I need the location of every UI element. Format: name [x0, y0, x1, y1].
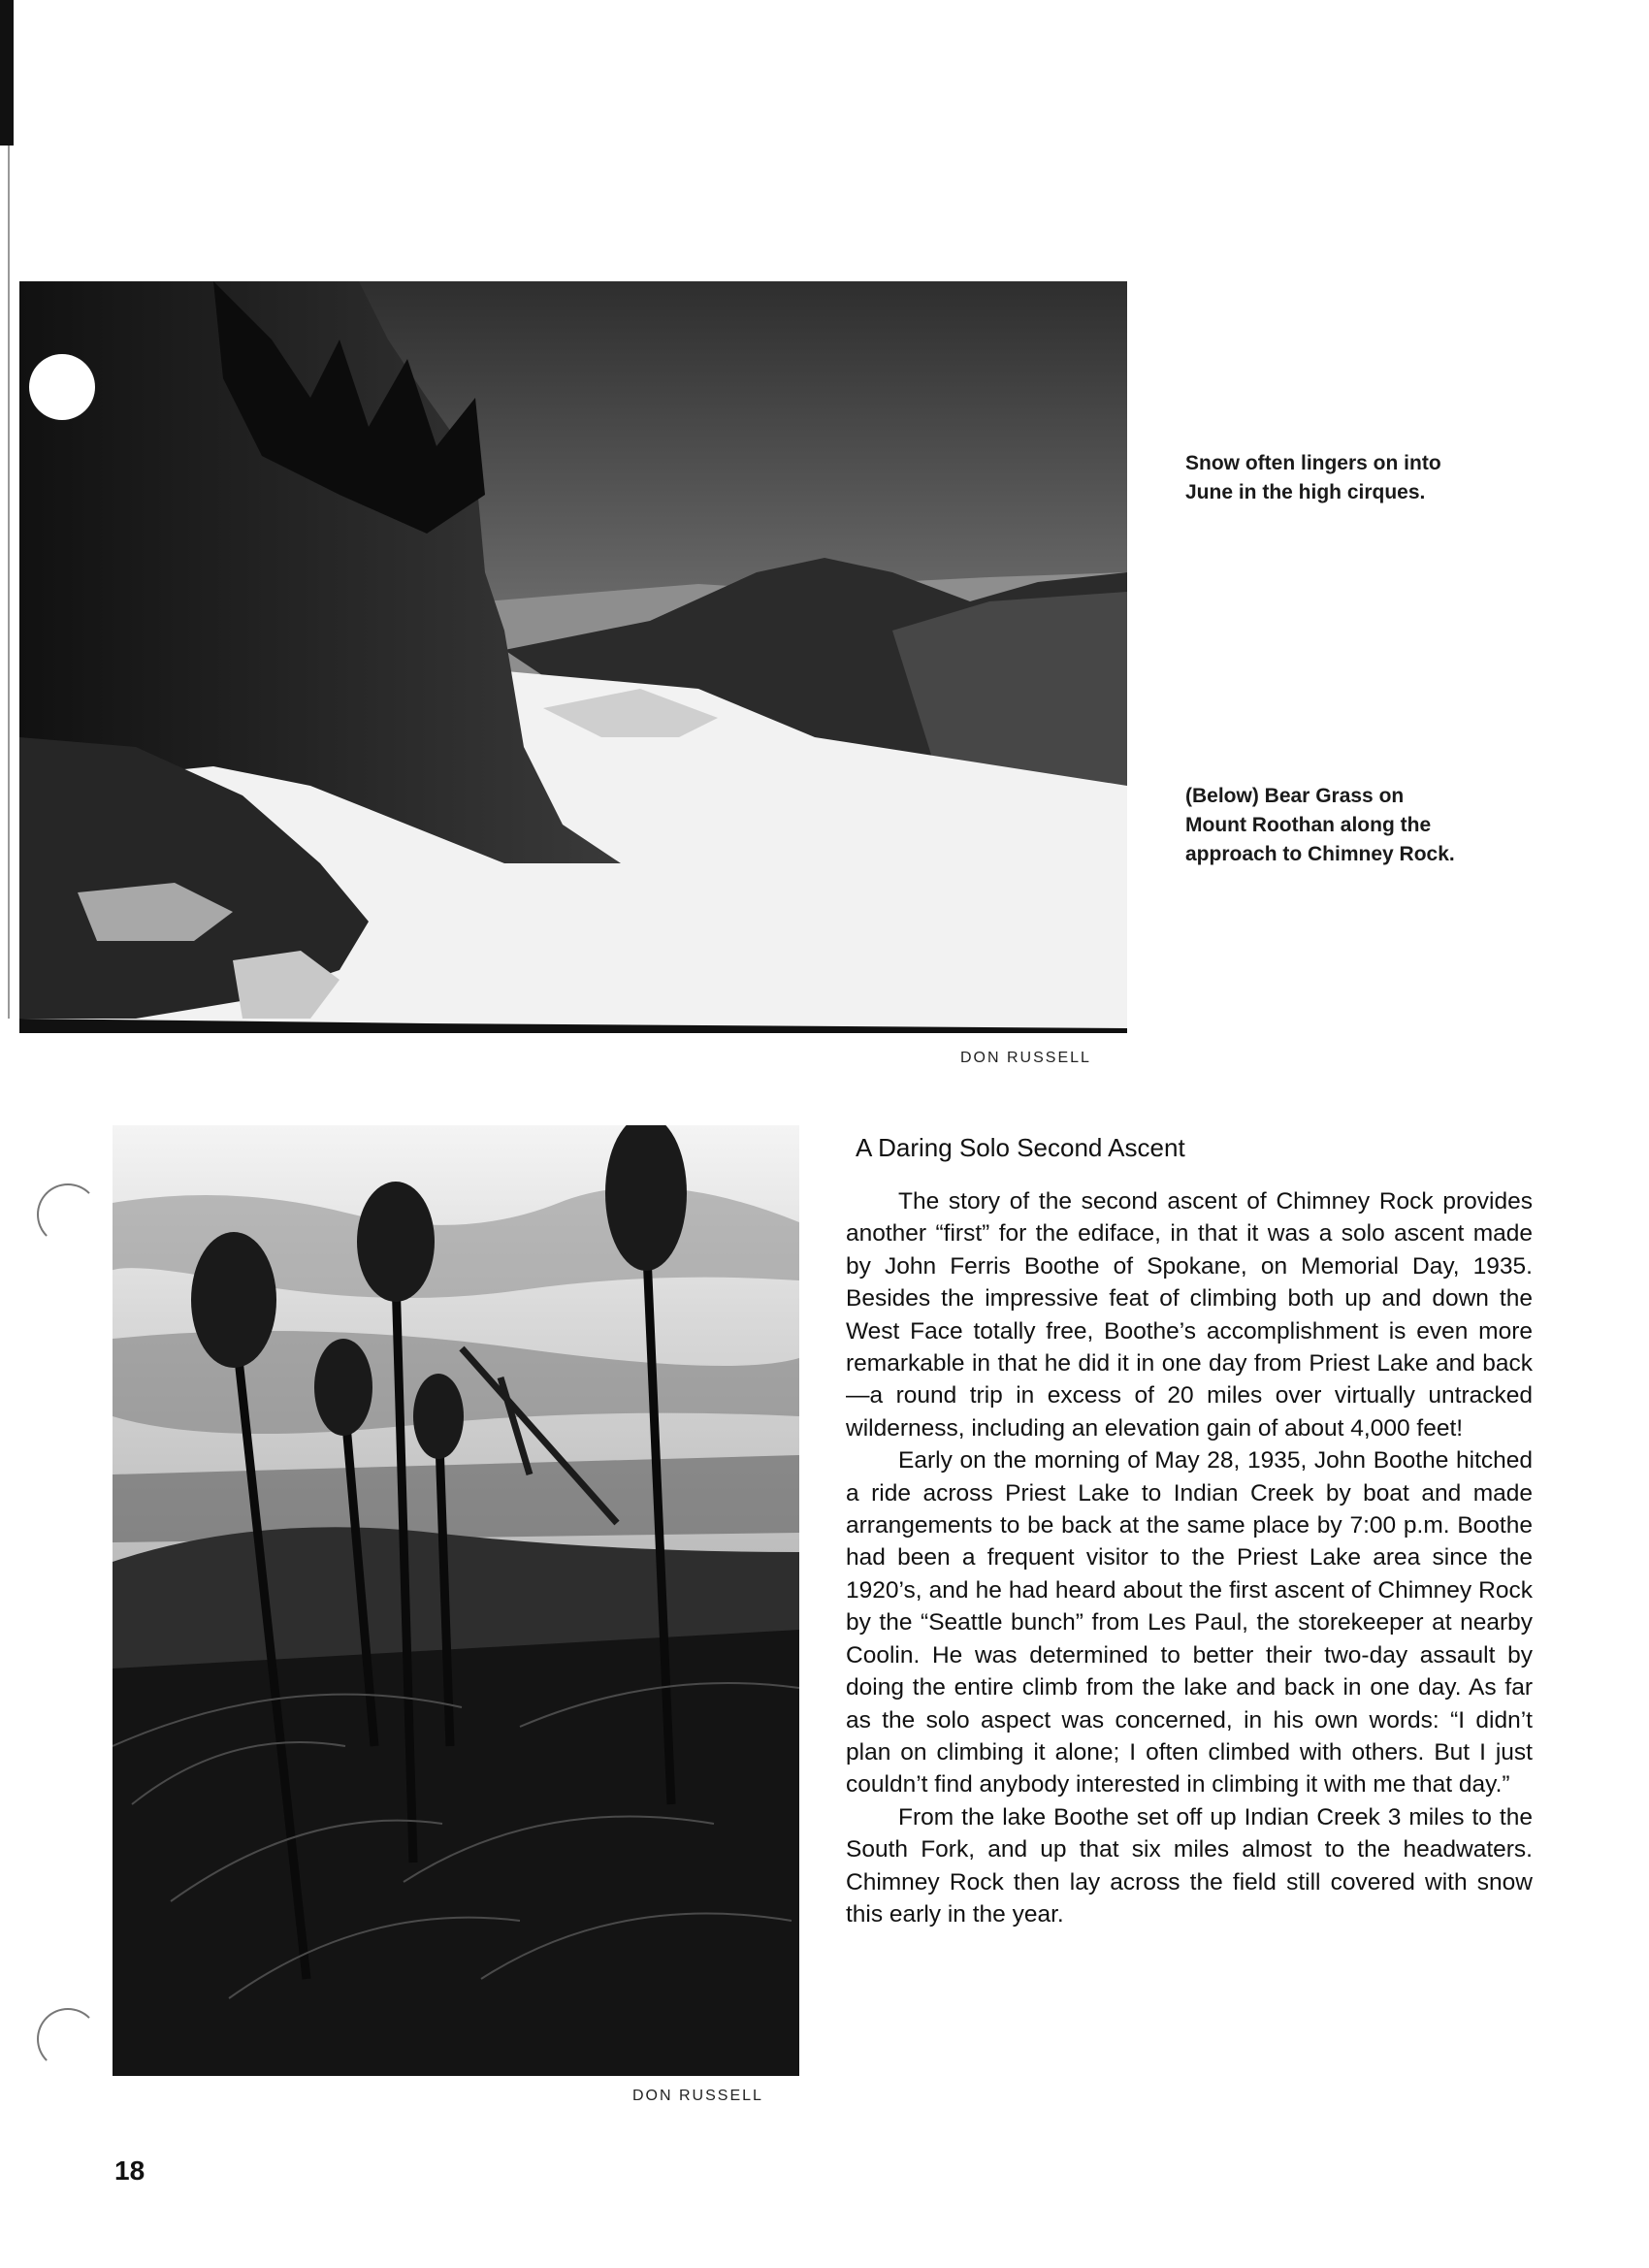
article-paragraph: The story of the second ascent of Chimney Rock provides another “first” for the ediface, in that it was a solo ascent made by John Ferris Boothe of Spokane, on Memorial Day, 1935. Besides the impressive feat of climbing both up and down the West Face totally free, Boothe’s accomplishment is even more remarkable in that he did it in one day from Priest Lake and back—a round trip in excess of 20 miles over virtually untracked wilderness, including an elevation gain of about 4,000 feet!	[846, 1188, 1533, 1442]
binder-hole-outline	[37, 2008, 99, 2070]
binder-hole	[29, 354, 95, 420]
article-paragraph: From the lake Boothe set off up Indian Creek 3 miles to the South Fork, and up that six miles almost to the headwaters. Chimney Rock then lay across the field still covered with snow this early in the year.	[846, 1803, 1533, 1928]
article-body	[846, 1185, 1533, 1930]
article-paragraph: Early on the morning of May 28, 1935, John Boothe hitched a ride across Priest Lake to Indian Creek by boat and made arrangements to be back at the same place by 7:00 p.m. Boothe had been a frequent visitor to the Priest Lake area since the 1920’s, and he had heard about the first ascent of Chimney Rock by the “Seattle bunch” from Les Paul, the storekeeper at nearby Coolin. He was determined to better their two-day assault by doing the entire climb from the lake and back in one day. As far as the solo aspect was concerned, in his own words: “I didn’t plan on climbing it alone; I often climbed with others. But I just couldn’t find anybody interested in climbing it with me that day.”	[846, 1447, 1533, 1798]
snow-cirque-image	[19, 281, 1127, 1033]
scan-edge-line	[8, 146, 10, 1019]
bear-grass-photo	[113, 1125, 799, 2076]
scan-edge-bar	[0, 0, 14, 146]
article-heading: A Daring Solo Second Ascent	[856, 1133, 1185, 1162]
snow-photo-caption: Snow often lingers on into June in the high cirques.	[1185, 452, 1441, 503]
snow-cirque-photo	[19, 281, 1127, 1033]
bear-grass-image	[113, 1125, 799, 2076]
page-number: 18	[114, 2155, 146, 2186]
bottom-photo-credit: DON RUSSELL	[632, 2088, 763, 2104]
bear-grass-photo-caption: (Below) Bear Grass on Mount Roothan along the approach to Chimney Rock.	[1185, 785, 1455, 865]
top-photo-credit: DON RUSSELL	[960, 1050, 1091, 1066]
page-top-margin	[0, 0, 1649, 14]
binder-hole-outline	[37, 1183, 99, 1246]
